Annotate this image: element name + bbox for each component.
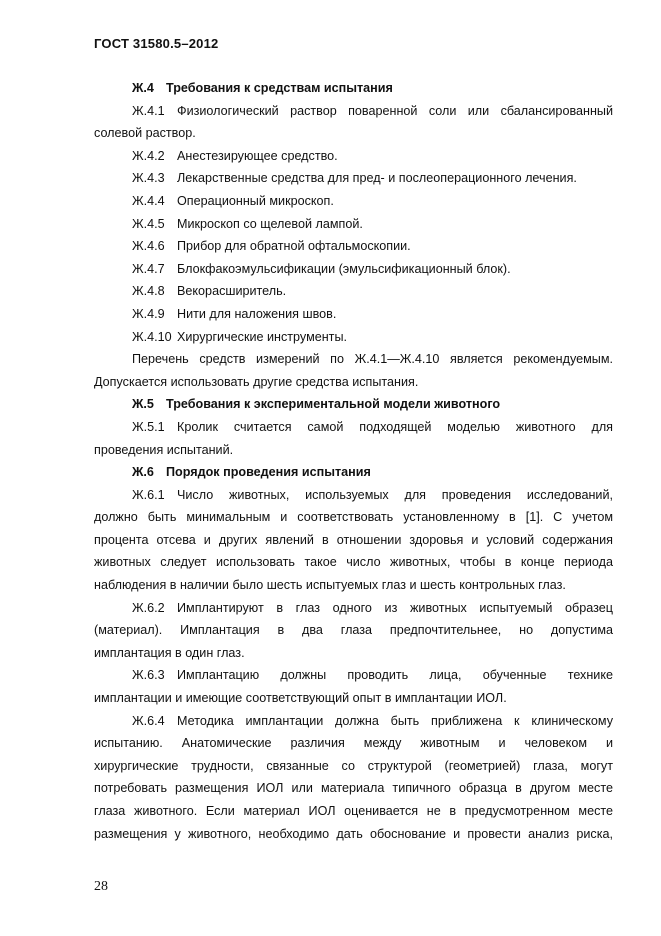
line-text: размещения у животного, необходимо дать обоснование и провести анализ риска, — [94, 826, 613, 841]
text-line — [94, 235, 613, 258]
text-line — [94, 642, 613, 665]
page-number: 28 — [94, 879, 108, 894]
text-line — [94, 732, 613, 755]
line-text: Методика имплантации должна быть приближена к клиническому — [177, 713, 613, 728]
section-heading — [94, 77, 613, 100]
line-text: Операционный микроскоп. — [177, 193, 334, 208]
line-text: Перечень средств измерений по Ж.4.1—Ж.4.10 является рекомендуемым. — [132, 352, 613, 367]
clause-number: Ж.6.2 — [132, 600, 165, 615]
text-line — [94, 167, 613, 190]
clause-number: Ж.5 — [132, 397, 154, 412]
line-text: должно быть минимальным и соответствовать установленному в [1]. С учетом — [94, 510, 613, 525]
line-text: Прибор для обратной офтальмоскопии. — [177, 239, 411, 254]
line-text: Анестезирующее средство. — [177, 148, 338, 163]
clause-number: Ж.6.4 — [132, 713, 165, 728]
line-text: Требования к средствам испытания — [166, 81, 393, 95]
clause-number: Ж.6.1 — [132, 487, 165, 502]
line-text: Порядок проведения испытания — [166, 465, 371, 480]
line-text: процента отсева и других явлений в отношении здоровья и условий содержания — [94, 532, 613, 547]
clause-number: Ж.6 — [132, 465, 154, 480]
clause-number: Ж.4.9 — [132, 306, 165, 321]
text-line — [94, 551, 613, 574]
section-heading — [94, 461, 613, 484]
line-text: Кролик считается самой подходящей моделью животного для — [177, 419, 613, 434]
text-line — [94, 280, 613, 303]
text-line — [94, 687, 613, 710]
line-text: животных следует использовать такое число животных, чтобы в конце периода — [94, 555, 613, 570]
text-line — [94, 348, 613, 371]
text-line — [94, 190, 613, 213]
clause-number: Ж.4.8 — [132, 284, 165, 299]
document-body — [94, 77, 613, 845]
text-line — [94, 439, 613, 462]
text-line — [94, 484, 613, 507]
clause-number: Ж.4.10 — [132, 329, 172, 344]
text-line — [94, 755, 613, 778]
clause-number: Ж.4.2 — [132, 148, 165, 163]
line-text: Нити для наложения швов. — [177, 306, 337, 321]
line-text: глаза животного. Если материал ИОЛ оценивается не в предусмотренном месте — [94, 804, 613, 818]
text-line — [94, 416, 613, 439]
line-text: проведения испытаний. — [94, 442, 234, 457]
clause-number: Ж.4.5 — [132, 216, 165, 231]
line-text: Блокфакоэмульсификации (эмульсификационный блок). — [177, 261, 511, 276]
text-line — [94, 122, 613, 145]
clause-number: Ж.4.6 — [132, 239, 165, 254]
text-line — [94, 371, 613, 394]
line-text: Имплантацию должны проводить лица, обученные технике — [177, 668, 613, 683]
text-line — [94, 258, 613, 281]
clause-number: Ж.4.1 — [132, 103, 165, 118]
clause-number: Ж.4.3 — [132, 171, 165, 186]
line-text: Векорасширитель. — [177, 284, 287, 299]
line-text: (материал). Имплантация в два глаза предпочтительнее, но допустима — [94, 623, 613, 638]
text-line — [94, 574, 613, 597]
text-line — [94, 303, 613, 326]
document-header: ГОСТ 31580.5–2012 — [94, 36, 219, 51]
line-text: наблюдения в наличии было шесть испытуемых глаз и шесть контрольных глаз. — [94, 578, 566, 593]
clause-number: Ж.5.1 — [132, 419, 165, 434]
text-line — [94, 213, 613, 236]
line-text: Допускается использовать другие средства испытания. — [94, 374, 419, 389]
text-line — [94, 710, 613, 733]
section-heading — [94, 393, 613, 416]
clause-number: Ж.4.7 — [132, 261, 165, 276]
line-text: хирургические трудности, связанные со структурой (геометрией) глаза, могут — [94, 758, 613, 773]
text-line — [94, 619, 613, 642]
line-text: потребовать размещения ИОЛ или материала типичного образца в другом месте — [94, 781, 613, 796]
text-line — [94, 597, 613, 620]
text-line — [94, 800, 613, 823]
text-line — [94, 326, 613, 349]
line-text: солевой раствор. — [94, 126, 196, 141]
clause-number: Ж.4.4 — [132, 193, 165, 208]
text-line — [94, 529, 613, 552]
text-line — [94, 506, 613, 529]
clause-number: Ж.4 — [132, 81, 154, 95]
line-text: Физиологический раствор поваренной соли или сбалансированный — [177, 103, 613, 118]
text-line — [94, 664, 613, 687]
line-text: Микроскоп со щелевой лампой. — [177, 216, 363, 231]
text-line — [94, 100, 613, 123]
line-text: Требования к экспериментальной модели животного — [166, 397, 501, 412]
line-text: имплантация в один глаз. — [94, 645, 245, 660]
line-text: имплантации и имеющие соответствующий опыт в имплантации ИОЛ. — [94, 691, 507, 706]
line-text: испытанию. Анатомические различия между животным и человеком и — [94, 736, 613, 751]
text-line — [94, 823, 613, 846]
line-text: Число животных, используемых для проведения исследований, — [177, 487, 613, 502]
text-line — [94, 777, 613, 800]
clause-number: Ж.6.3 — [132, 668, 165, 683]
line-text: Хирургические инструменты. — [177, 329, 348, 344]
line-text: Имплантируют в глаз одного из животных испытуемый образец — [177, 600, 613, 615]
text-line — [94, 145, 613, 168]
line-text: Лекарственные средства для пред- и послеоперационного лечения. — [177, 171, 577, 186]
